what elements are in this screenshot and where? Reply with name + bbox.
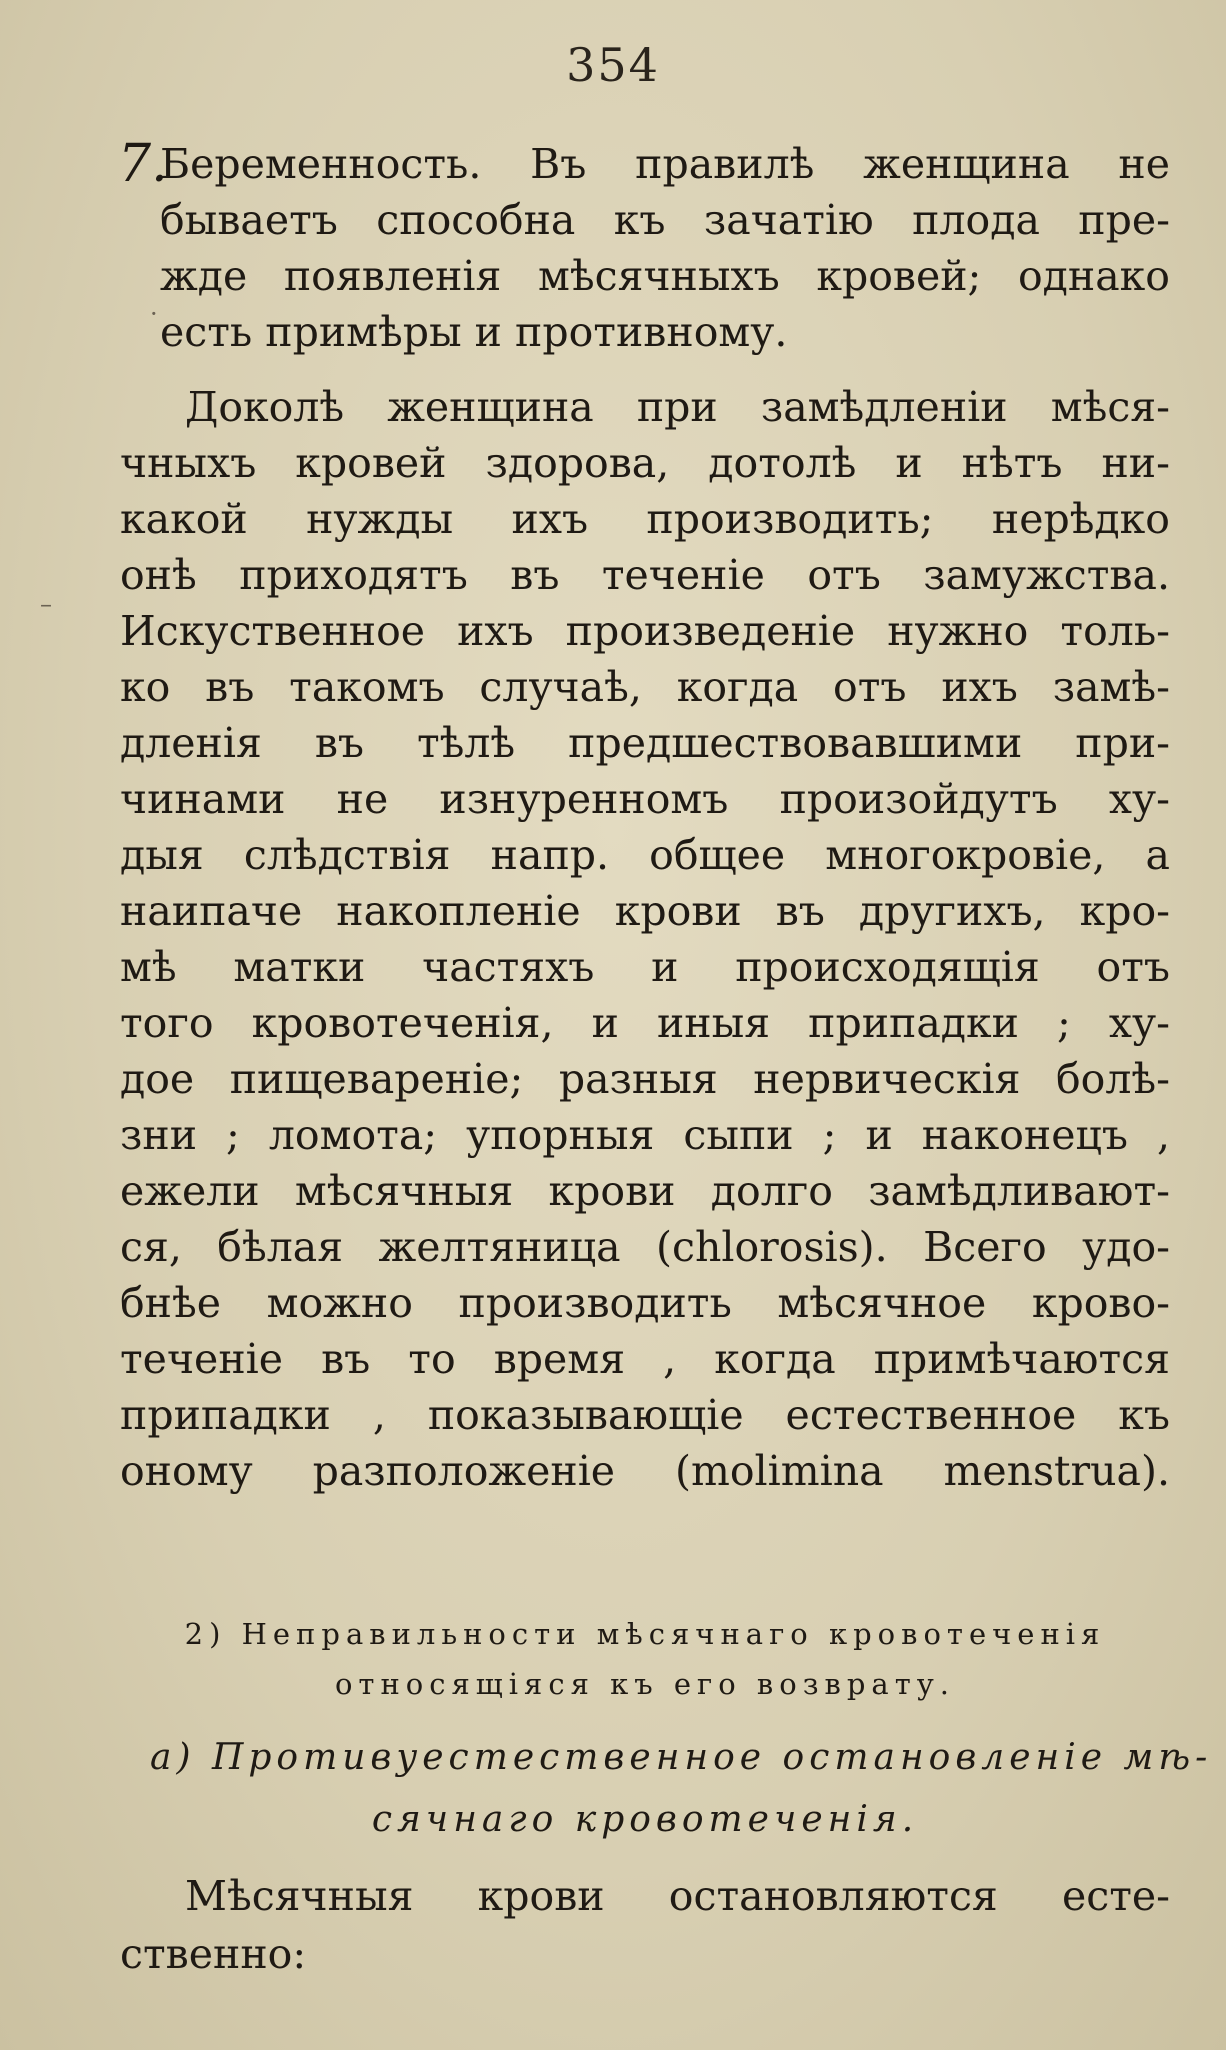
text-line: жде появленія мѣсячныхъ кровей; однако	[160, 252, 1170, 300]
margin-mark: ·	[150, 300, 158, 328]
page-number: 354	[566, 38, 660, 92]
text-line: теченіе въ то время , когда примѣчаются	[120, 1335, 1170, 1383]
text-line: Доколѣ женщина при замѣдленіи мѣся-	[185, 383, 1170, 431]
section-heading-line: относящіяся къ его возврату.	[334, 1667, 956, 1701]
text-line: оному разположеніе (molimina menstrua).	[120, 1447, 1170, 1495]
subsection-heading-line: сячнаго кровотеченія.	[371, 1799, 919, 1840]
text-line: чныхъ кровей здорова, дотолѣ и нѣтъ ни-	[120, 439, 1170, 487]
text-line: бнѣе можно производить мѣсячное крово-	[120, 1279, 1170, 1327]
text-line: ко въ такомъ случаѣ, когда отъ ихъ замѣ-	[120, 663, 1170, 711]
text-line: есть примѣры и противному.	[160, 308, 788, 356]
text-line: ся, бѣлая желтяница (chlorosis). Всего удо-	[120, 1223, 1170, 1271]
item-number: 7.	[118, 134, 168, 194]
subsection-heading-line: a) Противуестественное остановленіе мѣ-	[150, 1737, 1213, 1778]
text-line: ежели мѣсячныя крови долго замѣдливают-	[120, 1167, 1170, 1215]
text-line: дыя слѣдствія напр. общее многокровіе, а	[120, 831, 1170, 879]
text-line: бываетъ способна къ зачатію плода пре-	[160, 196, 1170, 244]
text-line: припадки , показывающіе естественное къ	[120, 1391, 1170, 1439]
margin-mark: –	[40, 590, 52, 618]
text-line: Искуственное ихъ произведеніе нужно толь-	[120, 607, 1170, 655]
text-line: Мѣсячныя крови остановляются есте-	[185, 1872, 1170, 1920]
section-heading-line: 2) Неправильности мѣсячнаго кровотеченія	[184, 1617, 1106, 1651]
text-line: какой нужды ихъ производить; нерѣдко	[120, 495, 1170, 543]
text-line: наипаче накопленіе крови въ другихъ, кро-	[120, 887, 1170, 935]
text-line: чинами не изнуренномъ произойдутъ ху-	[120, 775, 1170, 823]
text-line: дленія въ тѣлѣ предшествовавшими при-	[120, 719, 1170, 767]
text-line: зни ; ломота; упорныя сыпи ; и наконецъ ,	[120, 1111, 1170, 1159]
text-line: того кровотеченія, и иныя припадки ; ху-	[120, 999, 1170, 1047]
text-line: дое пищевареніе; разныя нервическія болѣ-	[120, 1055, 1170, 1103]
text-line: мѣ матки частяхъ и происходящія отъ	[120, 943, 1170, 991]
text-line: онѣ приходятъ въ теченіе отъ замужства.	[120, 551, 1170, 599]
text-line: ственно:	[120, 1930, 307, 1978]
text-line: Беременность. Въ правилѣ женщина не	[160, 140, 1170, 188]
